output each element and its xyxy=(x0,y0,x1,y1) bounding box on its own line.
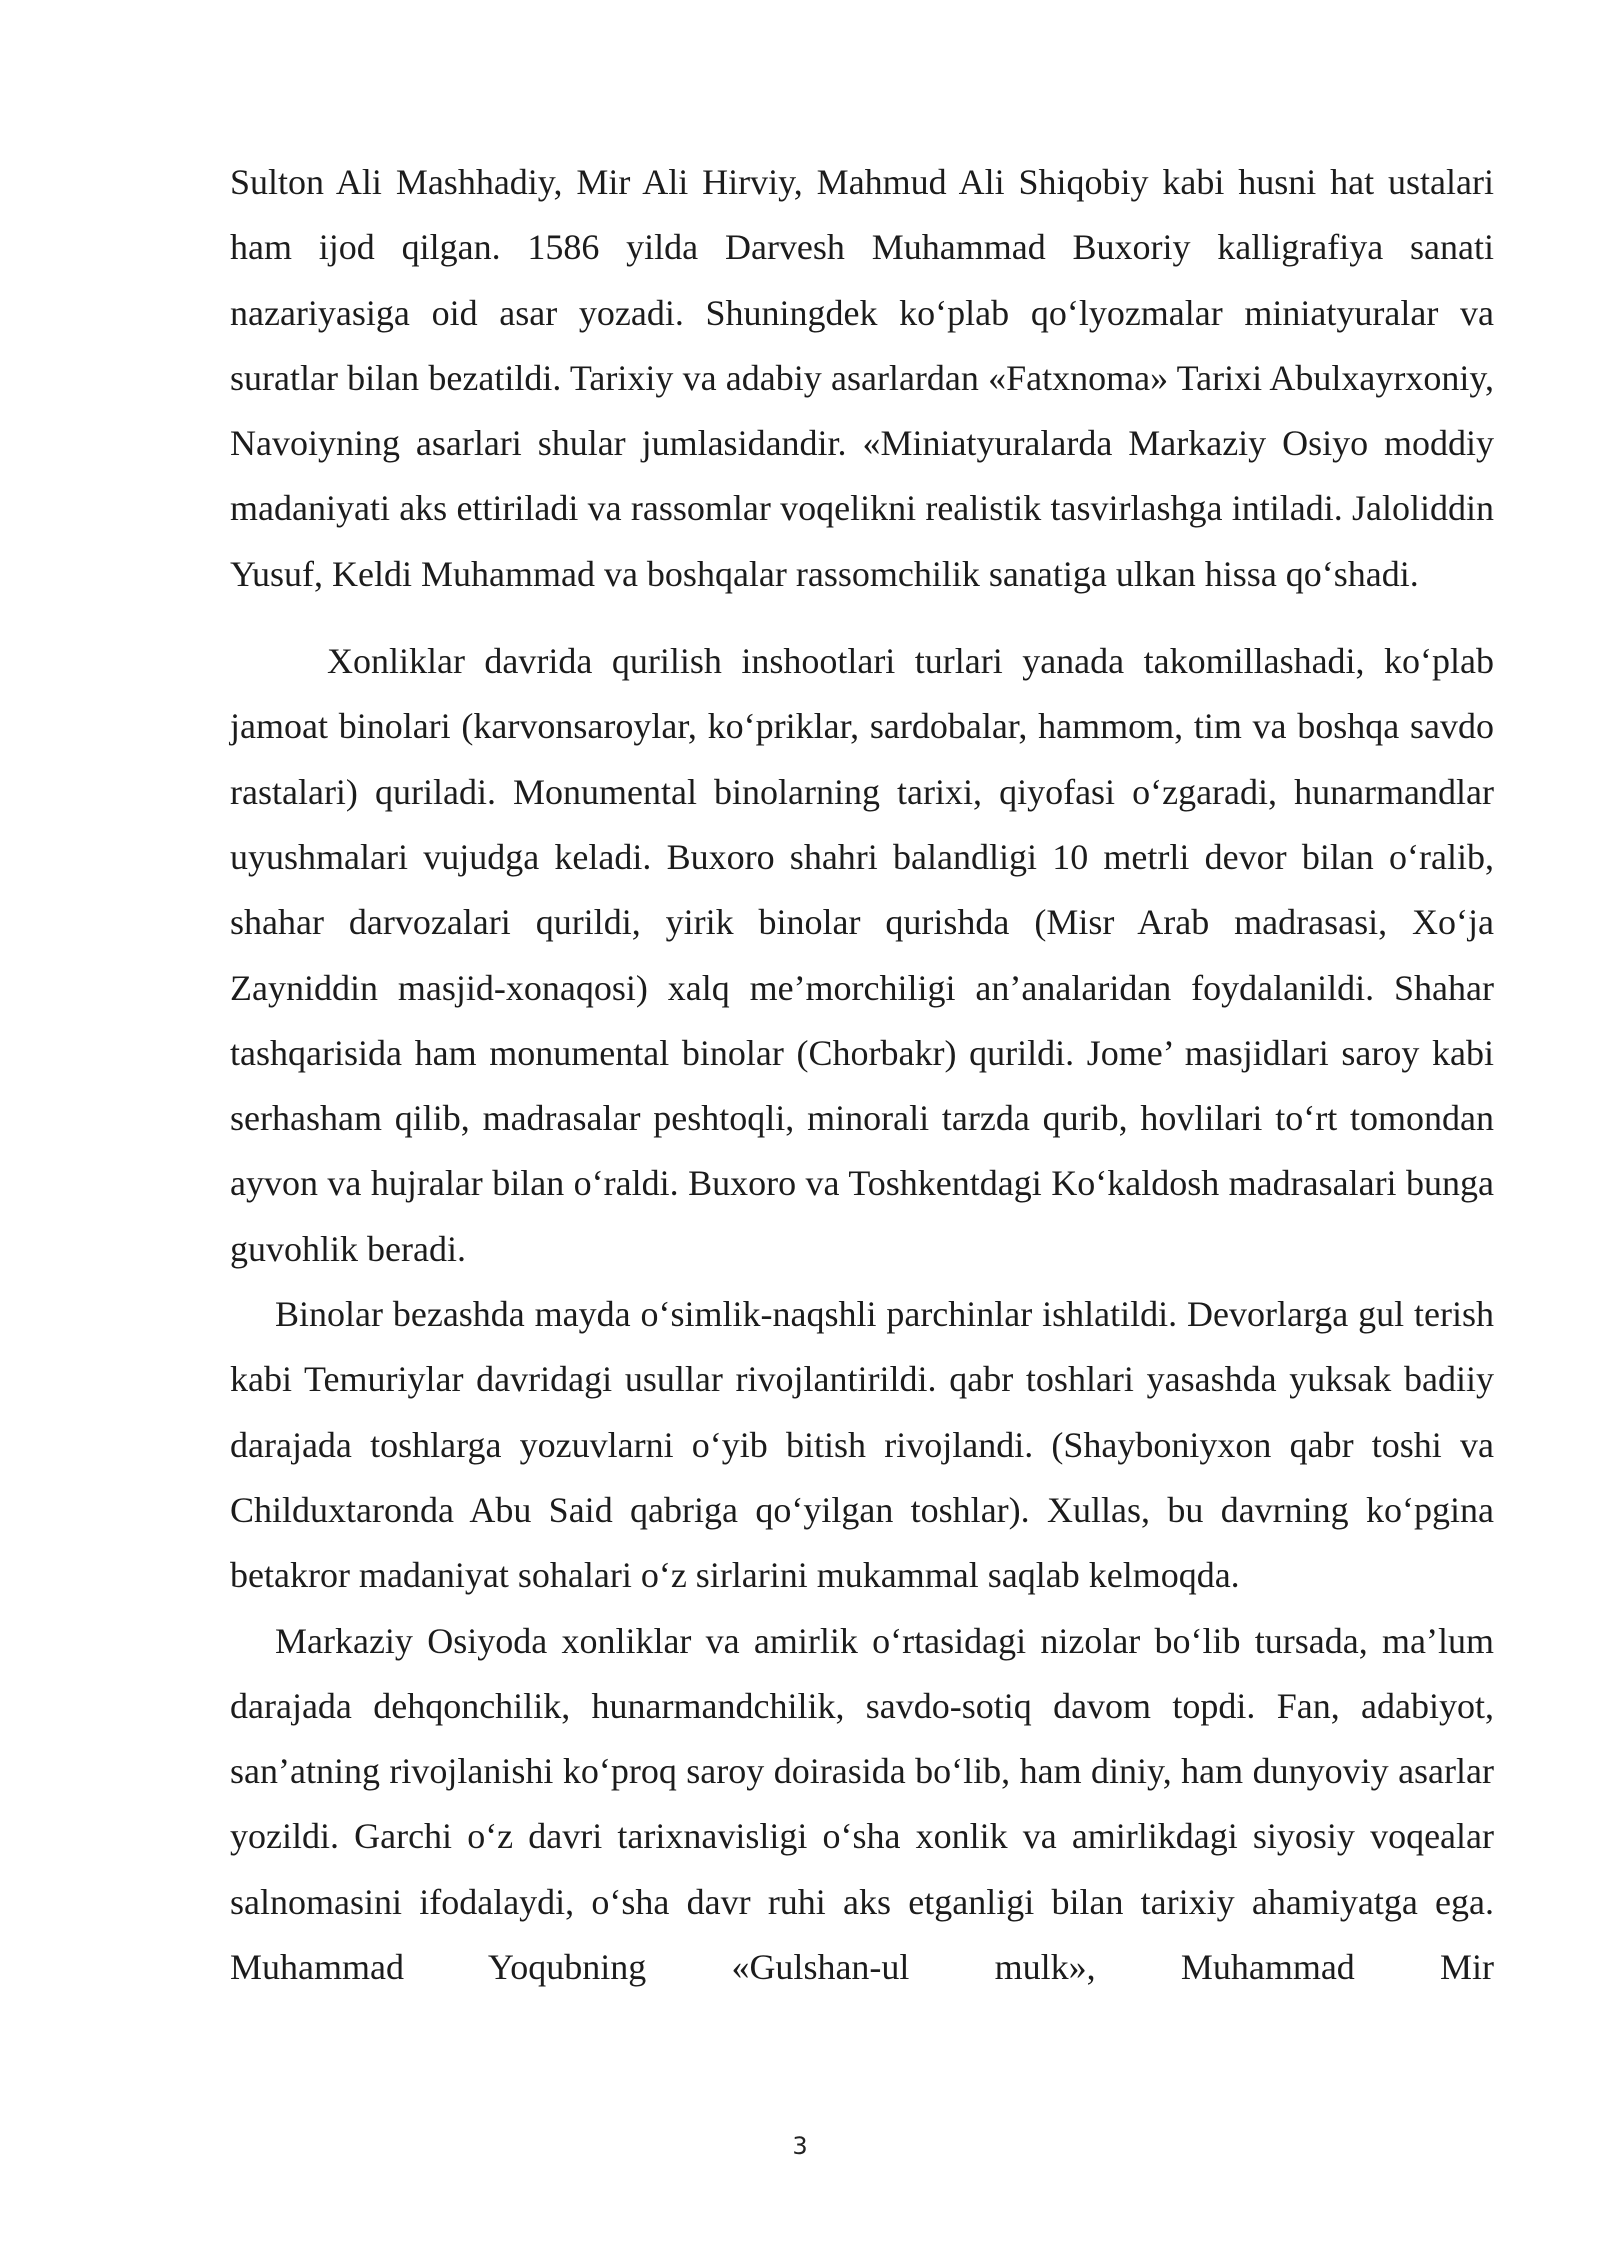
document-page xyxy=(230,150,1494,2000)
paragraph-historiography: Markaziy Osiyoda xonliklar va amirlik o‘rtasidagi nizolar bo‘lib tursada, ma’lum darajada dehqonchilik, hunarmandchilik, savdo-sotiq davom topdi. Fan, adabiyot, san’atning rivojlanishi ko‘proq saroy doirasida bo‘lib, ham diniy, ham dunyoviy asarlar yozildi. Garchi o‘z davri tarixnavisligi o‘sha xonlik va amirlikdagi siyosiy voqealar salnomasini ifodalaydi, o‘sha davr ruhi aks etganligi bilan tarixiy ahamiyatga ega. Muhammad Yoqubning «Gulshan-ul mulk», Muhammad Mir xyxy=(230,1620,1494,1988)
paragraph-calligraphy-miniatures: Sulton Ali Mashhadiy, Mir Ali Hirviy, Mahmud Ali Shiqobiy kabi husni hat ustalari ham ijod qilgan. 1586 yilda Darvesh Muhammad Buxoriy kalligrafiya sanati nazariyasiga oid asar yozadi. Shuningdek ko‘plab qo‘lyozmalar miniatyuralar va suratlar bilan bezatildi. Tarixiy va adabiy asarlardan «Fatxnoma» Tarixi Abulxayrxoniy, Navoiyning asarlari shular jumlasidandir. «Miniatyuralarda Markaziy Osiyo moddiy madaniyati aks ettiriladi va rassomlar voqelikni realistik tasvirlashga intiladi. Jaloliddin Yusuf, Keldi Muhammad va boshqalar rassomchilik sanatiga ulkan hissa qo‘shadi. xyxy=(230,162,1494,594)
paragraph-decoration: Binolar bezashda mayda o‘simlik-naqshli parchinlar ishlatildi. Devorlarga gul terish kabi Temuriylar davridagi usullar rivojlantirildi. qabr toshlari yasashda yuksak badiiy darajada toshlarga yozuvlarni o‘yib bitish rivojlandi. (Shayboniyxon qabr toshi va Childuxtaronda Abu Said qabriga qo‘yilgan toshlar). Xullas, bu davrning ko‘pgina betakror madaniyat sohalari o‘z sirlarini mukammal saqlab kelmoqda. xyxy=(230,1294,1494,1596)
paragraph-architecture: Xonliklar davrida qurilish inshootlari turlari yanada takomillashadi, ko‘plab jamoat binolari (karvonsaroylar, ko‘priklar, sardobalar, hammom, tim va boshqa savdo rastalari) quriladi. Monumental binolarning tarixi, qiyofasi o‘zgaradi, hunarmandlar uyushmalari vujudga keladi. Buxoro shahri balandligi 10 metrli devor bilan o‘ralib, shahar darvozalari qurildi, yirik binolar qurishda (Misr Arab madrasasi, Xo‘ja Zayniddin masjid-xonaqosi) xalq me’morchiligi an’analaridan foydalanildi. Shahar tashqarisida ham monumental binolar (Chorbakr) qurildi. Jome’ masjidlari saroy kabi serhasham qilib, madrasalar peshtoqli, minorali tarzda qurib, hovlilari to‘rt tomondan ayvon va hujralar bilan o‘raldi. Buxoro va Toshkentdagi Ko‘kaldosh madrasalari bunga guvohlik beradi. xyxy=(230,641,1494,1269)
page-number: 3 xyxy=(792,2132,808,2160)
